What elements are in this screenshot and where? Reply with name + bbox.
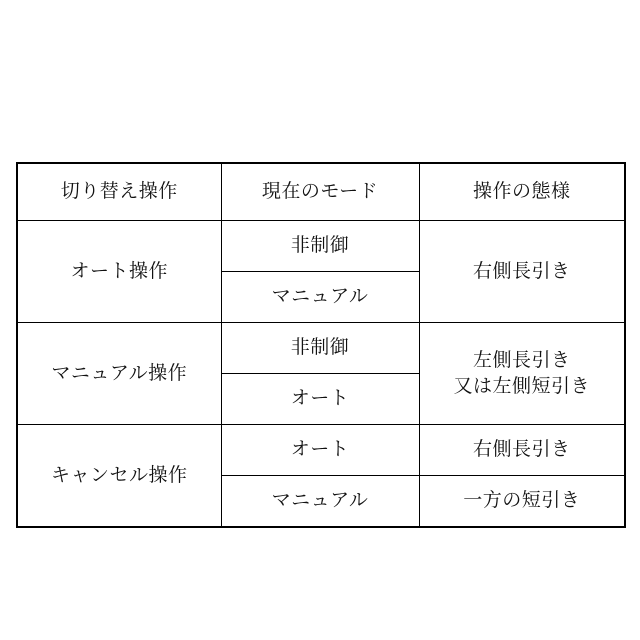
switching-operation-table (16, 162, 626, 528)
cell-manner-cancel-2: 一方の短引き (419, 476, 625, 528)
cell-mode-auto-2: マニュアル (221, 272, 419, 323)
column-header-manner: 操作の態様 (419, 163, 625, 221)
cell-mode-cancel-1: オート (221, 425, 419, 476)
manner-line-1: 左側長引き (472, 349, 571, 371)
column-header-current-mode: 現在のモード (221, 163, 419, 221)
manner-line-2: 又は左側短引き (453, 375, 590, 397)
table-row (17, 221, 625, 272)
cell-operation-auto: オート操作 (17, 221, 221, 323)
cell-mode-manual-1: 非制御 (221, 323, 419, 374)
cell-manner-manual (419, 323, 625, 425)
cell-operation-manual: マニュアル操作 (17, 323, 221, 425)
cell-mode-manual-2: オート (221, 374, 419, 425)
column-header-operation: 切り替え操作 (17, 163, 221, 221)
table-row (17, 425, 625, 476)
cell-mode-cancel-2: マニュアル (221, 476, 419, 528)
spec-table-container (16, 162, 624, 528)
cell-operation-cancel: キャンセル操作 (17, 425, 221, 528)
cell-mode-auto-1: 非制御 (221, 221, 419, 272)
table-row (17, 323, 625, 374)
cell-manner-auto: 右側長引き (419, 221, 625, 323)
cell-manner-cancel-1: 右側長引き (419, 425, 625, 476)
table-header-row (17, 163, 625, 221)
